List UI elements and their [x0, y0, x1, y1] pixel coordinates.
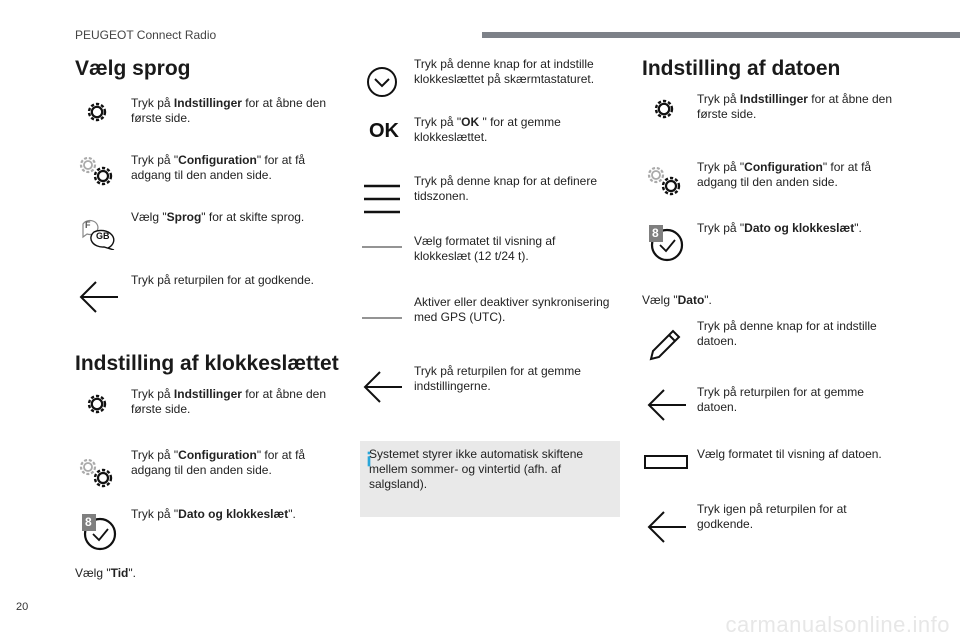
- step-time-4: Vælg "Tid".: [75, 566, 136, 580]
- step-language-3: Vælg "Sprog" for at skifte sprog.: [131, 210, 305, 224]
- clock-icon: [80, 512, 120, 552]
- date-format-icon: [644, 455, 688, 469]
- page-number: 20: [16, 601, 29, 613]
- settings-config-icon: [645, 164, 685, 200]
- step-date-6: Tryk på returpilen for at gemme datoen.: [697, 385, 864, 414]
- step-col2-5: Aktiver eller deaktiver synkronisering med GPS (UTC).: [414, 295, 610, 324]
- step-language-1: Tryk på Indstillinger for at åbne den første side.: [131, 96, 326, 125]
- step-col2-1: Tryk på denne knap for at indstille klokkeslættet på skærmtastaturet.: [414, 57, 595, 86]
- info-note: [360, 441, 620, 517]
- header-title: PEUGEOT Connect Radio: [75, 28, 217, 42]
- step-col2-6: Tryk på returpilen for at gemme indstillingerne.: [414, 364, 581, 393]
- back-arrow-icon: [360, 369, 406, 405]
- heading-choose-language: Vælg sprog: [75, 57, 191, 80]
- step-col2-3: Tryk på denne knap for at definere tidszonen.: [414, 174, 597, 203]
- step-language-2: Tryk på "Configuration" for at få adgang til den anden side.: [131, 153, 306, 182]
- step-date-7: Vælg formatet til visning af datoen.: [697, 447, 882, 461]
- chevron-down-icon: [366, 66, 398, 98]
- step-date-4: Vælg "Dato".: [642, 293, 712, 307]
- step-date-1: Tryk på Indstillinger for at åbne den første side.: [697, 92, 892, 121]
- watermark: carmanualsonline.info: [725, 612, 950, 637]
- clock-icon-number: 8: [85, 515, 92, 529]
- header-bar: [482, 32, 960, 38]
- toggle-icon: [362, 315, 402, 321]
- step-date-8: Tryk igen på returpilen for at godkende.: [697, 502, 847, 531]
- info-note-body: Systemet styrer ikke automatisk skiftene mellem sommer- og vintertid (afh. af salgsland).: [369, 447, 584, 491]
- pencil-icon: [647, 327, 683, 363]
- ok-icon: OK: [369, 120, 399, 142]
- step-date-5: Tryk på denne knap for at indstille datoen.: [697, 319, 877, 348]
- step-time-3: Tryk på "Dato og klokkeslæt".: [131, 507, 296, 521]
- language-icon-bottom: GB: [96, 231, 110, 241]
- menu-icon: [364, 183, 400, 215]
- back-arrow-icon: [644, 387, 690, 423]
- settings-config-icon: [77, 154, 117, 190]
- gear-icon: [84, 391, 110, 417]
- back-arrow-icon: [76, 279, 122, 315]
- language-icon: [80, 218, 120, 250]
- back-arrow-icon: [644, 509, 690, 545]
- heading-set-date: Indstilling af datoen: [642, 57, 841, 80]
- step-col2-2: Tryk på "OK " for at gemme klokkeslættet.: [414, 115, 561, 144]
- step-time-2: Tryk på "Configuration" for at få adgang til den anden side.: [131, 448, 306, 477]
- settings-config-icon: [77, 456, 117, 492]
- gear-icon: [651, 96, 677, 122]
- step-date-2: Tryk på "Configuration" for at få adgang til den anden side.: [697, 160, 872, 189]
- clock-icon: [647, 223, 687, 263]
- step-date-3: Tryk på "Dato og klokkeslæt".: [697, 221, 862, 235]
- step-col2-4: Vælg formatet til visning af klokkeslæt (12 t/24 t).: [414, 234, 556, 263]
- step-time-1: Tryk på Indstillinger for at åbne den første side.: [131, 387, 326, 416]
- heading-set-time: Indstilling af klokkeslættet: [75, 352, 339, 375]
- language-icon-top: F: [85, 220, 91, 230]
- clock-icon-number: 8: [652, 226, 659, 240]
- toggle-icon: [362, 244, 402, 250]
- step-language-4: Tryk på returpilen for at godkende.: [131, 273, 314, 287]
- gear-icon: [84, 99, 110, 125]
